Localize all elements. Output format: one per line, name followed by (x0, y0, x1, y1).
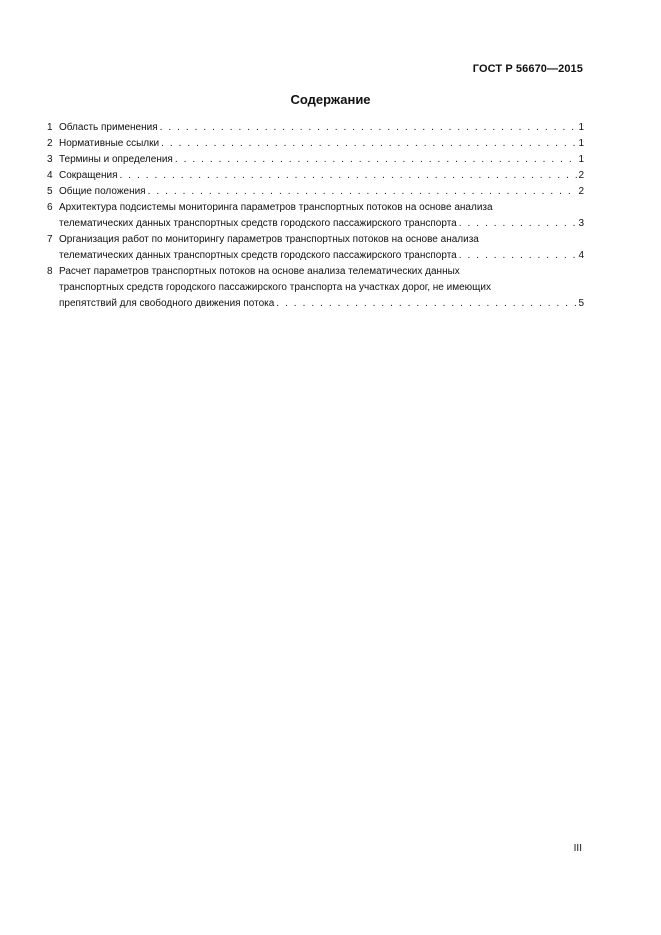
toc-entry-number: 7 (47, 234, 53, 245)
toc-entry-body (59, 136, 584, 152)
toc-entry-title: телематических данных транспортных средств городского пассажирского транспорта (59, 218, 457, 229)
toc-entry-page: 2 (578, 170, 584, 181)
toc-entry-last-line (59, 216, 584, 232)
toc-entry-title: Термины и определения (59, 154, 173, 165)
toc-entry-page: 5 (578, 298, 584, 309)
toc-entry-page: 3 (578, 218, 584, 229)
toc-dot-leader (117, 168, 577, 184)
toc-entry[interactable] (47, 184, 584, 200)
toc-entry-number: 5 (47, 186, 53, 197)
toc-entry-body (59, 152, 584, 168)
page-number: III (573, 843, 582, 854)
toc-entry-page: 1 (578, 122, 584, 133)
toc-entry-title: Область применения (59, 122, 158, 133)
toc-entry-title: Сокращения (59, 170, 118, 181)
toc-entry-last-line (59, 248, 584, 264)
toc-dot-leader (457, 216, 578, 232)
toc-entry-page: 1 (578, 154, 584, 165)
toc-entry-number: 6 (47, 202, 53, 213)
toc-entry-last-line (59, 152, 584, 168)
table-of-contents (47, 120, 584, 312)
toc-entry-line: Расчет параметров транспортных потоков на основе анализа телематических данных (59, 266, 460, 277)
toc-entry-body (59, 264, 584, 312)
toc-entry-body (59, 168, 584, 184)
toc-entry-title: препятствий для свободного движения потока (59, 298, 275, 309)
toc-entry-title: Нормативные ссылки (59, 138, 160, 149)
toc-entry-number: 8 (47, 266, 53, 277)
toc-entry-last-line (59, 296, 584, 312)
toc-entry-page: 4 (578, 250, 584, 261)
toc-dot-leader (457, 248, 578, 264)
toc-entry-last-line (59, 136, 584, 152)
toc-entry-line: Архитектура подсистемы мониторинга параметров транспортных потоков на основе анализа (59, 202, 493, 213)
toc-entry[interactable] (47, 200, 584, 232)
toc-entry-body (59, 184, 584, 200)
toc-entry-title: телематических данных транспортных средств городского пассажирского транспорта (59, 250, 457, 261)
toc-entry[interactable] (47, 232, 584, 264)
standard-code-header: ГОСТ Р 56670—2015 (472, 63, 583, 75)
toc-entry-last-line (59, 120, 584, 136)
toc-entry-last-line (59, 184, 584, 200)
toc-dot-leader (158, 120, 578, 136)
toc-entry-number: 3 (47, 154, 53, 165)
toc-entry-body (59, 200, 584, 232)
toc-entry-last-line (59, 168, 584, 184)
toc-entry-number: 1 (47, 122, 53, 133)
toc-entry-line: транспортных средств городского пассажирского транспорта на участках дорог, не имеющих (59, 282, 491, 293)
toc-entry-number: 2 (47, 138, 53, 149)
toc-dot-leader (274, 296, 577, 312)
toc-entry[interactable] (47, 264, 584, 312)
toc-dot-leader (173, 152, 578, 168)
toc-entry-page: 2 (578, 186, 584, 197)
toc-entry[interactable] (47, 168, 584, 184)
toc-entry-page: 1 (578, 138, 584, 149)
toc-entry[interactable] (47, 120, 584, 136)
toc-entry-body (59, 232, 584, 264)
toc-title: Содержание (290, 92, 371, 107)
toc-entry[interactable] (47, 136, 584, 152)
toc-entry[interactable] (47, 152, 584, 168)
toc-entry-title: Общие положения (59, 186, 146, 197)
toc-dot-leader (146, 184, 578, 200)
toc-entry-body (59, 120, 584, 136)
toc-entry-number: 4 (47, 170, 53, 181)
toc-dot-leader (159, 136, 577, 152)
toc-entry-line: Организация работ по мониторингу параметров транспортных потоков на основе анализа (59, 234, 479, 245)
